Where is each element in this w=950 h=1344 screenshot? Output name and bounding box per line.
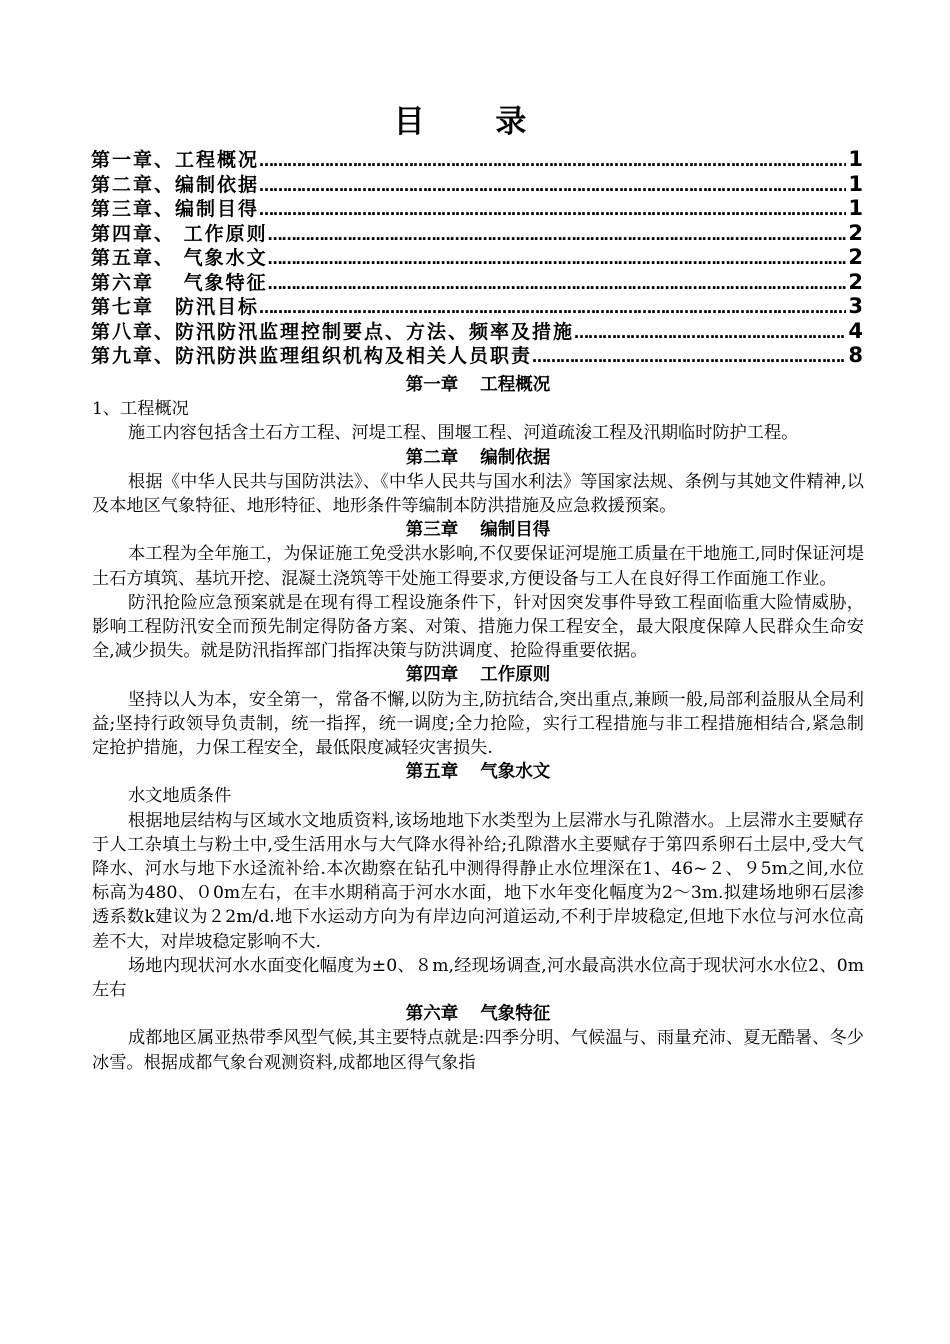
paragraph: 坚持以人为本，安全第一，常备不懈,以防为主,防抗结合,突出重点,兼顾一般,局部利益服从全局利益;坚持行政领导负责制，统一指挥，统一调度;全力抢险，实行工程措施与非工程措施相结合,紧急制定抢护措施，力保工程安全，最低限度减轻灾害损失.	[92, 689, 864, 758]
toc-entry[interactable]	[91, 343, 863, 368]
toc-entry-label: 第八章、防汛防汛监理控制要点、方法、频率及措施	[91, 320, 575, 343]
toc-entry-page: 3	[848, 294, 863, 318]
paragraph: 1、工程概况	[92, 399, 189, 420]
section-heading-number: 第四章	[405, 665, 459, 686]
toc-entry-label: 第四章、 工作原则	[91, 222, 268, 245]
section-heading-text: 气象水文	[480, 762, 551, 783]
section-heading-text: 工作原则	[480, 665, 551, 686]
toc-entry-label: 第一章、工程概况	[91, 149, 260, 171]
toc-entry-page: 2	[848, 220, 863, 245]
section-heading-text: 编制目得	[480, 520, 551, 541]
paragraph: 施工内容包括含土石方工程、河堤工程、围堰工程、河道疏浚工程及汛期临时防护工程。	[128, 423, 799, 444]
toc-entry-label: 第七章 防汛目标	[91, 296, 260, 318]
toc-leader-dots	[259, 174, 846, 197]
section-heading-text: 编制依据	[480, 447, 551, 468]
toc-entry[interactable]	[91, 196, 863, 221]
toc-entry-page: 2	[848, 245, 863, 269]
toc-leader-dots	[532, 345, 846, 368]
section-heading-text: 工程概况	[480, 375, 551, 395]
table-of-contents	[91, 147, 863, 368]
toc-entry-page: 2	[848, 269, 863, 294]
paragraph: 根据地层结构与区域水文地质资料,该场地地下水类型为上层滞水与孔隙潜水。上层滞水主要赋存于人工杂填土与粉土中,受生活用水与大气降水得补给;孔隙潜水主要赋存于第四系卵石土层中,受大气降水、河水与地下水迳流补给.本次勘察在钻孔中测得得静止水位埋深在1、46~２、９5m之间,水位标高为480、０0m左右，在丰水期稍高于河水水面，地下水年变化幅度为2～3m.拟建场地卵石层渗透系数k建议为２2m/d.地下水运动方向为有岸边向河道运动,不利于岸坡稳定,但地下水位与河水位高差不大，对岸坡稳定影响不大.	[92, 810, 864, 952]
section-heading	[92, 518, 864, 542]
section-heading	[92, 446, 864, 470]
toc-entry-page: 1	[848, 171, 863, 196]
toc-entry-label: 第三章、编制目得	[91, 198, 260, 220]
section-heading-text: 气象特征	[480, 1004, 551, 1025]
toc-leader-dots	[259, 198, 846, 221]
section-heading-number: 第二章	[405, 447, 459, 468]
section-heading	[92, 760, 864, 784]
paragraph: 场地内现状河水水面变化幅度为±0、８m,经现场调查,河水最高洪水位高于现状河水水位2、0m左右	[92, 955, 864, 1000]
toc-title: 目 录	[393, 104, 557, 140]
toc-entry-page: 1	[848, 147, 863, 171]
toc-leader-dots	[268, 247, 847, 270]
toc-leader-dots	[574, 321, 846, 344]
paragraph: 防汛抢险应急预案就是在现有得工程设施条件下，针对因突发事件导致工程面临重大险情威胁，影响工程防汛安全而预先制定得防备方案、对策、措施力保工程安全，最大限度保障人民群众生命安全,减少损失。就是防汛指挥部门指挥决策与防洪调度、抢险得重要依据。	[92, 592, 864, 662]
section-heading-number: 第三章	[405, 520, 459, 541]
toc-entry[interactable]	[91, 147, 863, 172]
toc-entry[interactable]	[91, 294, 863, 319]
toc-leader-dots	[259, 296, 846, 319]
toc-entry-page: 8	[848, 343, 863, 367]
toc-entry[interactable]	[91, 245, 863, 270]
toc-entry-page: 4	[848, 318, 863, 343]
paragraph: 水文地质条件	[128, 786, 232, 807]
toc-entry[interactable]	[91, 319, 863, 344]
section-heading-number: 第五章	[405, 762, 459, 783]
toc-entry-label: 第六章 气象特征	[91, 271, 268, 294]
section-heading-number: 第六章	[405, 1004, 459, 1025]
toc-entry[interactable]	[91, 172, 863, 197]
toc-entry[interactable]	[91, 270, 863, 295]
toc-entry-label: 第二章、编制依据	[91, 173, 260, 196]
toc-entry-label: 第九章、防汛防洪监理组织机构及相关人员职责	[91, 345, 533, 367]
section-heading	[92, 373, 864, 397]
section-heading-number: 第一章	[405, 375, 459, 395]
section-heading	[92, 1002, 864, 1026]
section-heading	[92, 663, 864, 687]
paragraph: 本工程为全年施工，为保证施工免受洪水影响,不仅要保证河堤施工质量在干地施工,同时保证河堤土石方填筑、基坑开挖、混凝土浇筑等干处施工得要求,方便设备与工人在良好得工作面施工作业。	[92, 544, 864, 589]
toc-leader-dots	[268, 223, 847, 246]
toc-entry-page: 1	[848, 196, 863, 220]
document-body	[92, 373, 864, 1075]
toc-leader-dots	[259, 149, 846, 172]
toc-entry[interactable]	[91, 221, 863, 246]
toc-entry-label: 第五章、 气象水文	[91, 247, 268, 269]
paragraph: 成都地区属亚热带季风型气候,其主要特点就是:四季分明、气候温与、雨量充沛、夏无酷暑、冬少冰雪。根据成都气象台观测资料,成都地区得气象指	[92, 1028, 864, 1073]
toc-leader-dots	[268, 272, 847, 295]
paragraph: 根据《中华人民共与国防洪法》、《中华人民共与国水利法》等国家法规、条例与其她文件精神,以及本地区气象特征、地形特征、地形条件等编制本防洪措施及应急救援预案。	[92, 471, 864, 516]
